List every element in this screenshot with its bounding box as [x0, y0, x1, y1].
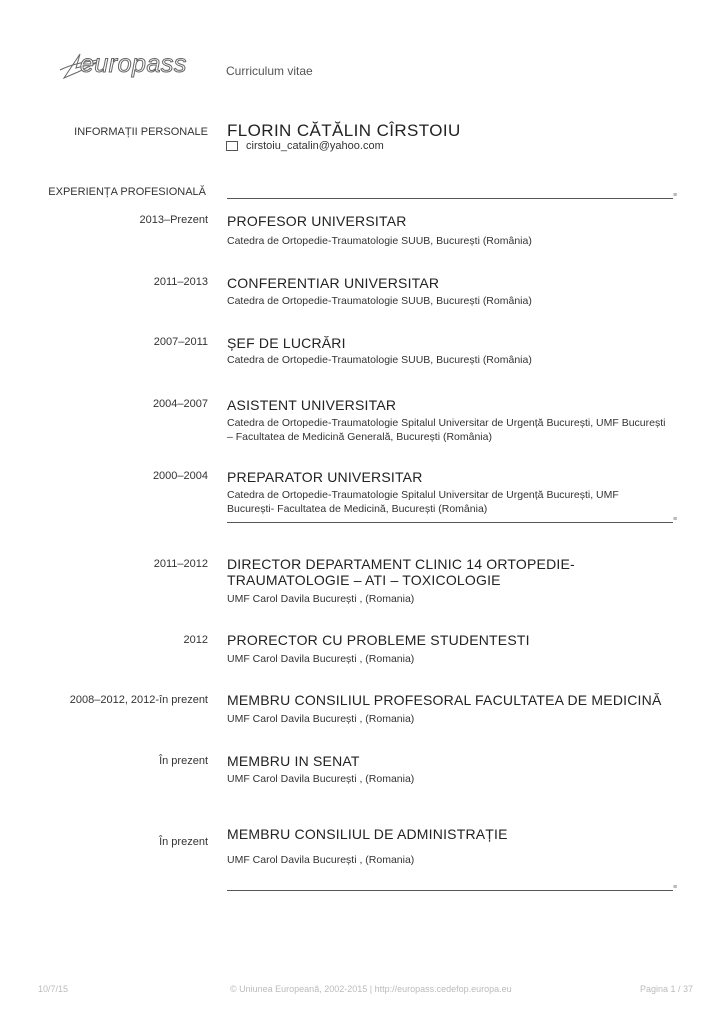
entry-date: 2007–2011 [153, 336, 208, 348]
entry-date: 2008–2012, 2012-în prezent [69, 694, 208, 706]
email-address[interactable]: cirstoiu_catalin@yahoo.com [246, 140, 384, 152]
section-divider [227, 198, 673, 199]
entry-title: PREPARATOR UNIVERSITAR [227, 469, 423, 485]
section-divider [227, 522, 673, 523]
entry-title: ASISTENT UNIVERSITAR [227, 397, 397, 413]
entry-employer: Catedra de Ortopedie-Traumatologie Spitalul Universitar de Urgență București, UMF București- Facultatea de Medicină, București (România) [227, 489, 619, 515]
entry-date: În prezent [159, 755, 208, 767]
entry-employer: Catedra de Ortopedie-Traumatologie SUUB, București (România) [227, 235, 532, 247]
envelope-icon [226, 141, 238, 151]
divider-mark: ≡ [673, 516, 678, 523]
footer-page-number: Pagina 1 / 37 [640, 984, 694, 994]
entry-employer: UMF Carol Davila București , (Romania) [227, 593, 415, 605]
entry-title: MEMBRU IN SENAT [227, 753, 360, 769]
entry-date: 2000–2004 [152, 470, 208, 482]
entry-date: În prezent [159, 836, 208, 848]
entry-title: MEMBRU CONSILIUL DE ADMINISTRAȚIE [227, 826, 508, 842]
entry-title: MEMBRU CONSILIUL PROFESORAL FACULTATEA DE MEDICINĂ [227, 692, 662, 708]
entry-date: 2012 [183, 634, 208, 646]
experience-label: EXPERIENȚA PROFESIONALĂ [48, 186, 206, 198]
entry-employer: UMF Carol Davila București , (Romania) [227, 854, 415, 866]
entry-employer: UMF Carol Davila București , (Romania) [227, 713, 415, 725]
footer-date: 10/7/15 [38, 984, 69, 994]
logo-text: europass [80, 50, 187, 78]
entry-title: ȘEF DE LUCRĂRI [227, 335, 346, 351]
document-title: Curriculum vitae [226, 64, 313, 78]
entry-date: 2011–2012 [153, 558, 208, 570]
entry-employer: Catedra de Ortopedie-Traumatologie Spitalul Universitar de Urgență București, UMF București – Facultatea de Medicină Generală, București (România) [227, 417, 666, 443]
section-divider [227, 890, 673, 891]
entry-title: DIRECTOR DEPARTAMENT CLINIC 14 ORTOPEDIE-TRAUMATOLOGIE – ATI – TOXICOLOGIE [227, 556, 575, 588]
footer-copyright: © Uniunea Europeană, 2002-2015 | http://europass.cedefop.europa.eu [230, 984, 512, 994]
divider-mark: ≡ [673, 192, 678, 199]
entry-date: 2011–2013 [153, 276, 208, 288]
entry-title: PRORECTOR CU PROBLEME STUDENTESTI [227, 632, 530, 648]
entry-date: 2004–2007 [152, 398, 208, 410]
entry-employer: UMF Carol Davila București , (Romania) [227, 653, 415, 665]
entry-date: 2013–Prezent [139, 214, 208, 226]
personal-info-label: INFORMAȚII PERSONALE [74, 126, 208, 138]
entry-employer: Catedra de Ortopedie-Traumatologie SUUB, București (România) [227, 295, 532, 307]
entry-title: CONFERENTIAR UNIVERSITAR [227, 275, 440, 291]
entry-employer: UMF Carol Davila București , (Romania) [227, 773, 415, 785]
entry-title: PROFESOR UNIVERSITAR [227, 213, 407, 229]
divider-mark: ≡ [673, 884, 678, 891]
person-name: FLORIN CĂTĂLIN CÎRSTOIU [227, 121, 461, 140]
entry-employer: Catedra de Ortopedie-Traumatologie SUUB, București (România) [227, 354, 532, 366]
